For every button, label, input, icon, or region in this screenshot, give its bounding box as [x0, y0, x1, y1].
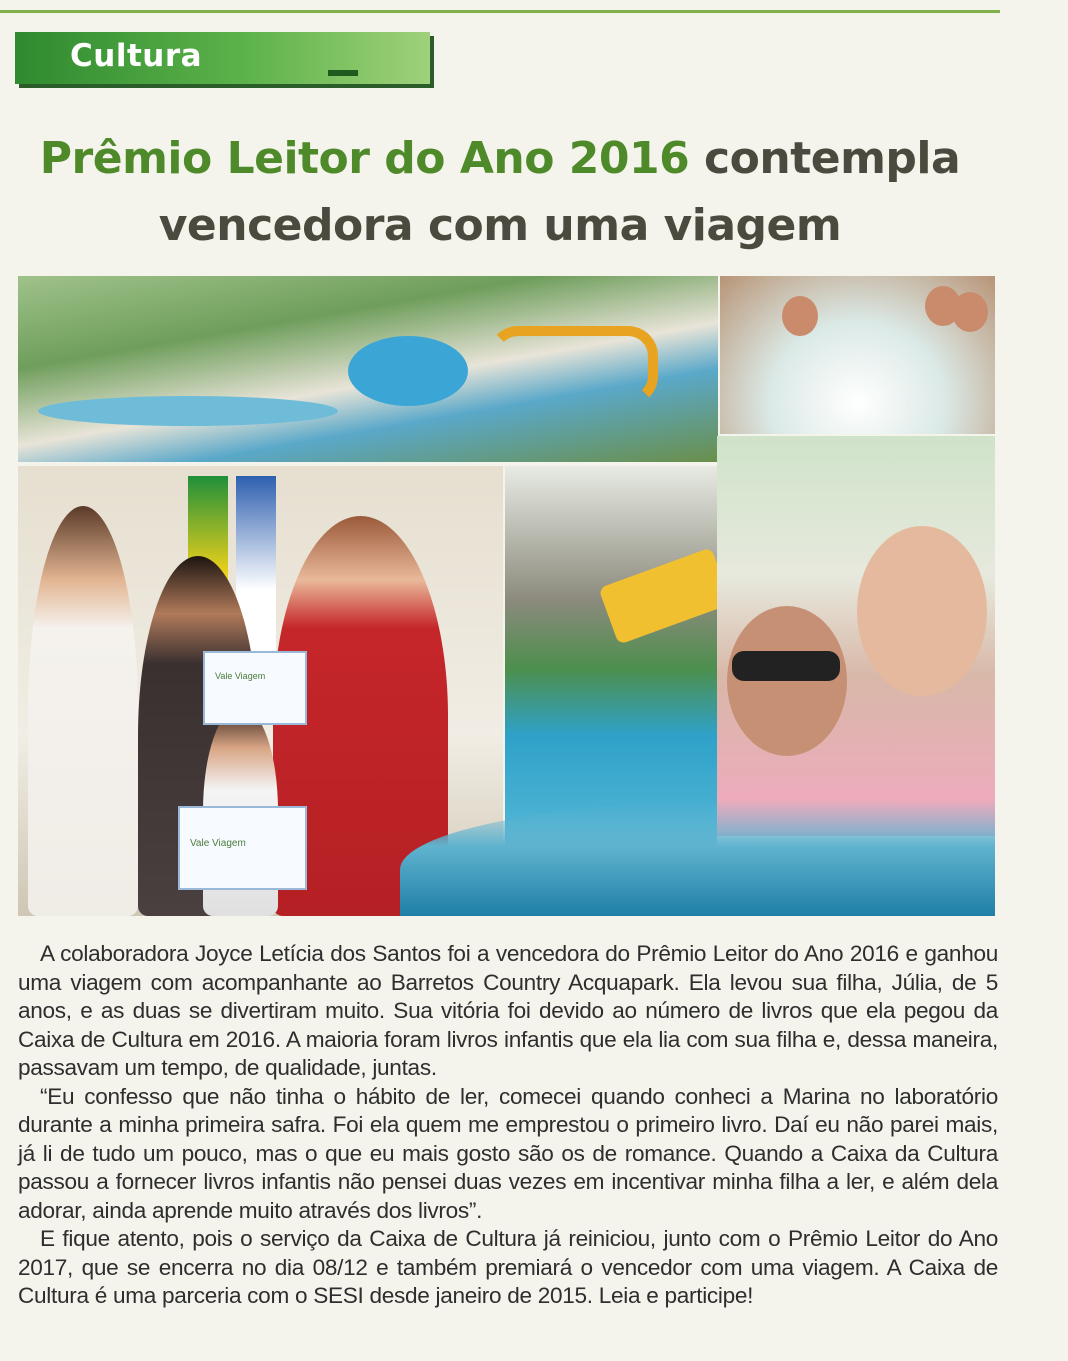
person-face	[782, 296, 818, 336]
section-label: Cultura	[70, 38, 203, 74]
lazy-river	[38, 396, 338, 426]
pool	[348, 336, 468, 406]
child-face	[857, 526, 987, 696]
headline-rest: contempla	[689, 133, 961, 184]
certificate	[178, 806, 307, 890]
yellow-slide	[598, 547, 717, 644]
tab-decoration	[328, 70, 358, 76]
certificate	[203, 651, 307, 725]
sunglasses	[732, 651, 840, 681]
headline-line2: vencedora com uma viagem	[158, 200, 842, 251]
certificate-title: Vale Viagem	[190, 838, 246, 849]
mother-face	[727, 606, 847, 756]
article-body	[18, 940, 998, 1311]
selfie-photo	[717, 436, 995, 836]
article-paragraph: E fique atento, pois o serviço da Caixa de Cultura já reiniciou, junto com o Prêmio Leitor do Ano 2017, que se encerra no dia 08/12 e também premiará o vencedor com uma viagem. A Caixa de Cultura é uma parceria com o SESI desde janeiro de 2015. Leia e participe!	[18, 1226, 998, 1308]
person-face	[952, 292, 988, 332]
article-paragraph: A colaboradora Joyce Letícia dos Santos foi a vencedora do Prêmio Leitor do Ano 2016 e ganhou uma viagem com acompanhante ao Barretos Country Acquapark. Ela levou sua filha, Júlia, de 5 anos, e as duas se divertiram muito. Sua vitória foi devido ao número de livros que ela pegou da Caixa de Cultura em 2016. A maioria foram livros infantis que ela lia com sua filha e, dessa maneira, passavam um tempo, de qualidade, juntas.	[18, 941, 998, 1080]
water-slide	[488, 326, 658, 406]
headline-highlight: Prêmio Leitor do Ano 2016	[39, 133, 690, 184]
jacuzzi-photo	[720, 276, 995, 434]
certificate-title: Vale Viagem	[215, 671, 266, 681]
section-tab	[15, 32, 430, 84]
headline	[0, 125, 1000, 259]
person-left	[28, 506, 138, 916]
top-rule	[0, 10, 1000, 13]
article-paragraph: “Eu confesso que não tinha o hábito de ler, comecei quando conheci a Marina no laboratório durante a minha primeira safra. Foi ela quem me emprestou o primeiro livro. Daí eu não parei mais, já li de tudo um pouco, mas o que eu mais gosto são os de romance. Quando a Caixa da Cultura passou a fornecer livros infantis não pensei duas vezes em incentivar minha filha a ler, e além dela adorar, ainda aprende muito através dos livros”.	[18, 1083, 998, 1223]
waterpark-aerial-photo	[18, 276, 718, 462]
